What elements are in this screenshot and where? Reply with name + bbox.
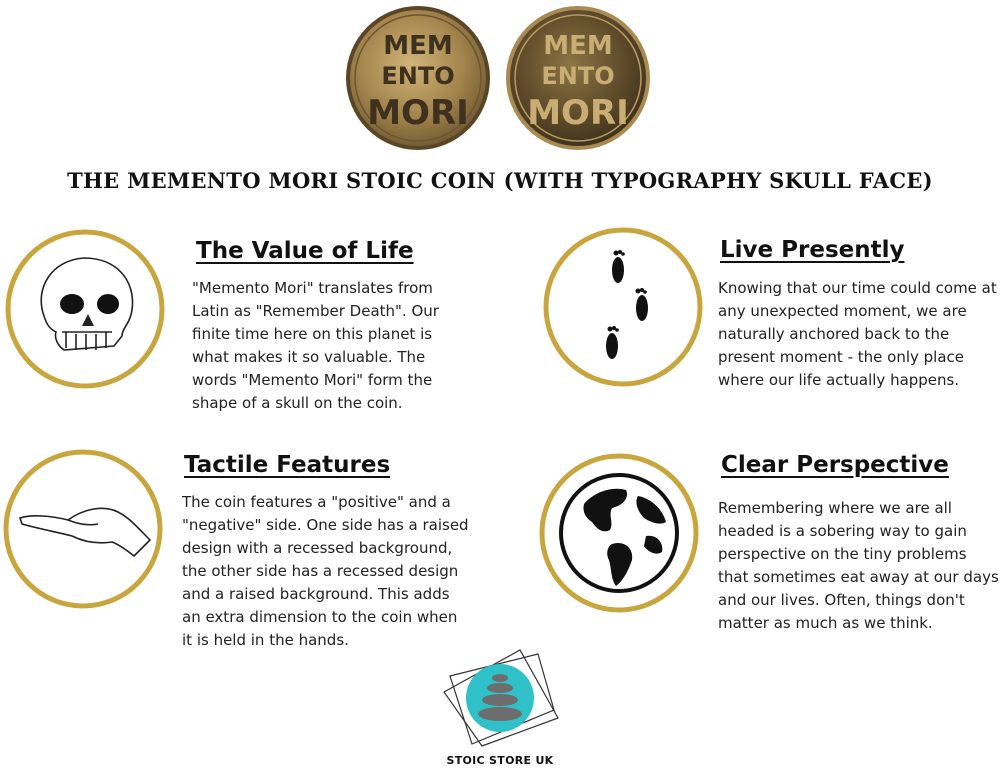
section-body-value-of-life: "Memento Mori" translates from Latin as "Remember Death". Our finite time here on this planet is what makes it so valuable. The words "Memento Mori" form the shape of a skull on the coin. [192,279,439,412]
coin-front [344,4,492,152]
section-heading-live-presently: Live Presently [720,237,905,263]
coin-back-line-2: ENTO [541,62,615,90]
brand-logo [438,648,562,748]
section-body-tactile-features: The coin features a "positive" and a "negative" side. One side has a raised design with a recessed background, the other side has a recessed design and a raised background. This adds an extra dimension to the coin when it is held in the hands. [182,493,469,649]
coin-front-line-3: MORI [367,93,469,133]
section-heading-tactile-features: Tactile Features [184,452,391,478]
coin-back [504,4,652,152]
open-hand-icon-ring [2,448,164,610]
skull-icon-ring [4,228,166,390]
globe-icon [561,475,677,591]
section-heading-clear-perspective: Clear Perspective [721,452,949,478]
brand-name: STOIC STORE UK [446,754,554,767]
coin-front-line-1: MEM [383,31,453,61]
section-body-live-presently: Knowing that our time could come at any unexpected moment, we are naturally anchored back to the present moment - the only place where our life actually happens. [718,279,997,389]
section-body-clear-perspective: Remembering where we are all headed is a sobering way to gain perspective on the tiny problems that sometimes eat away at our days and our lives. Often, things don't matter as much as we think. [718,499,999,632]
globe-icon-ring [538,452,700,614]
section-heading-value-of-life: The Value of Life [196,238,414,264]
coin-front-line-2: ENTO [381,62,455,90]
coin-back-line-1: MEM [543,31,613,61]
coin-back-line-3: MORI [527,93,629,133]
page-title: THE MEMENTO MORI STOIC COIN (WITH TYPOGRAPHY SKULL FACE) [67,168,933,193]
footprints-icon-ring [542,226,704,388]
